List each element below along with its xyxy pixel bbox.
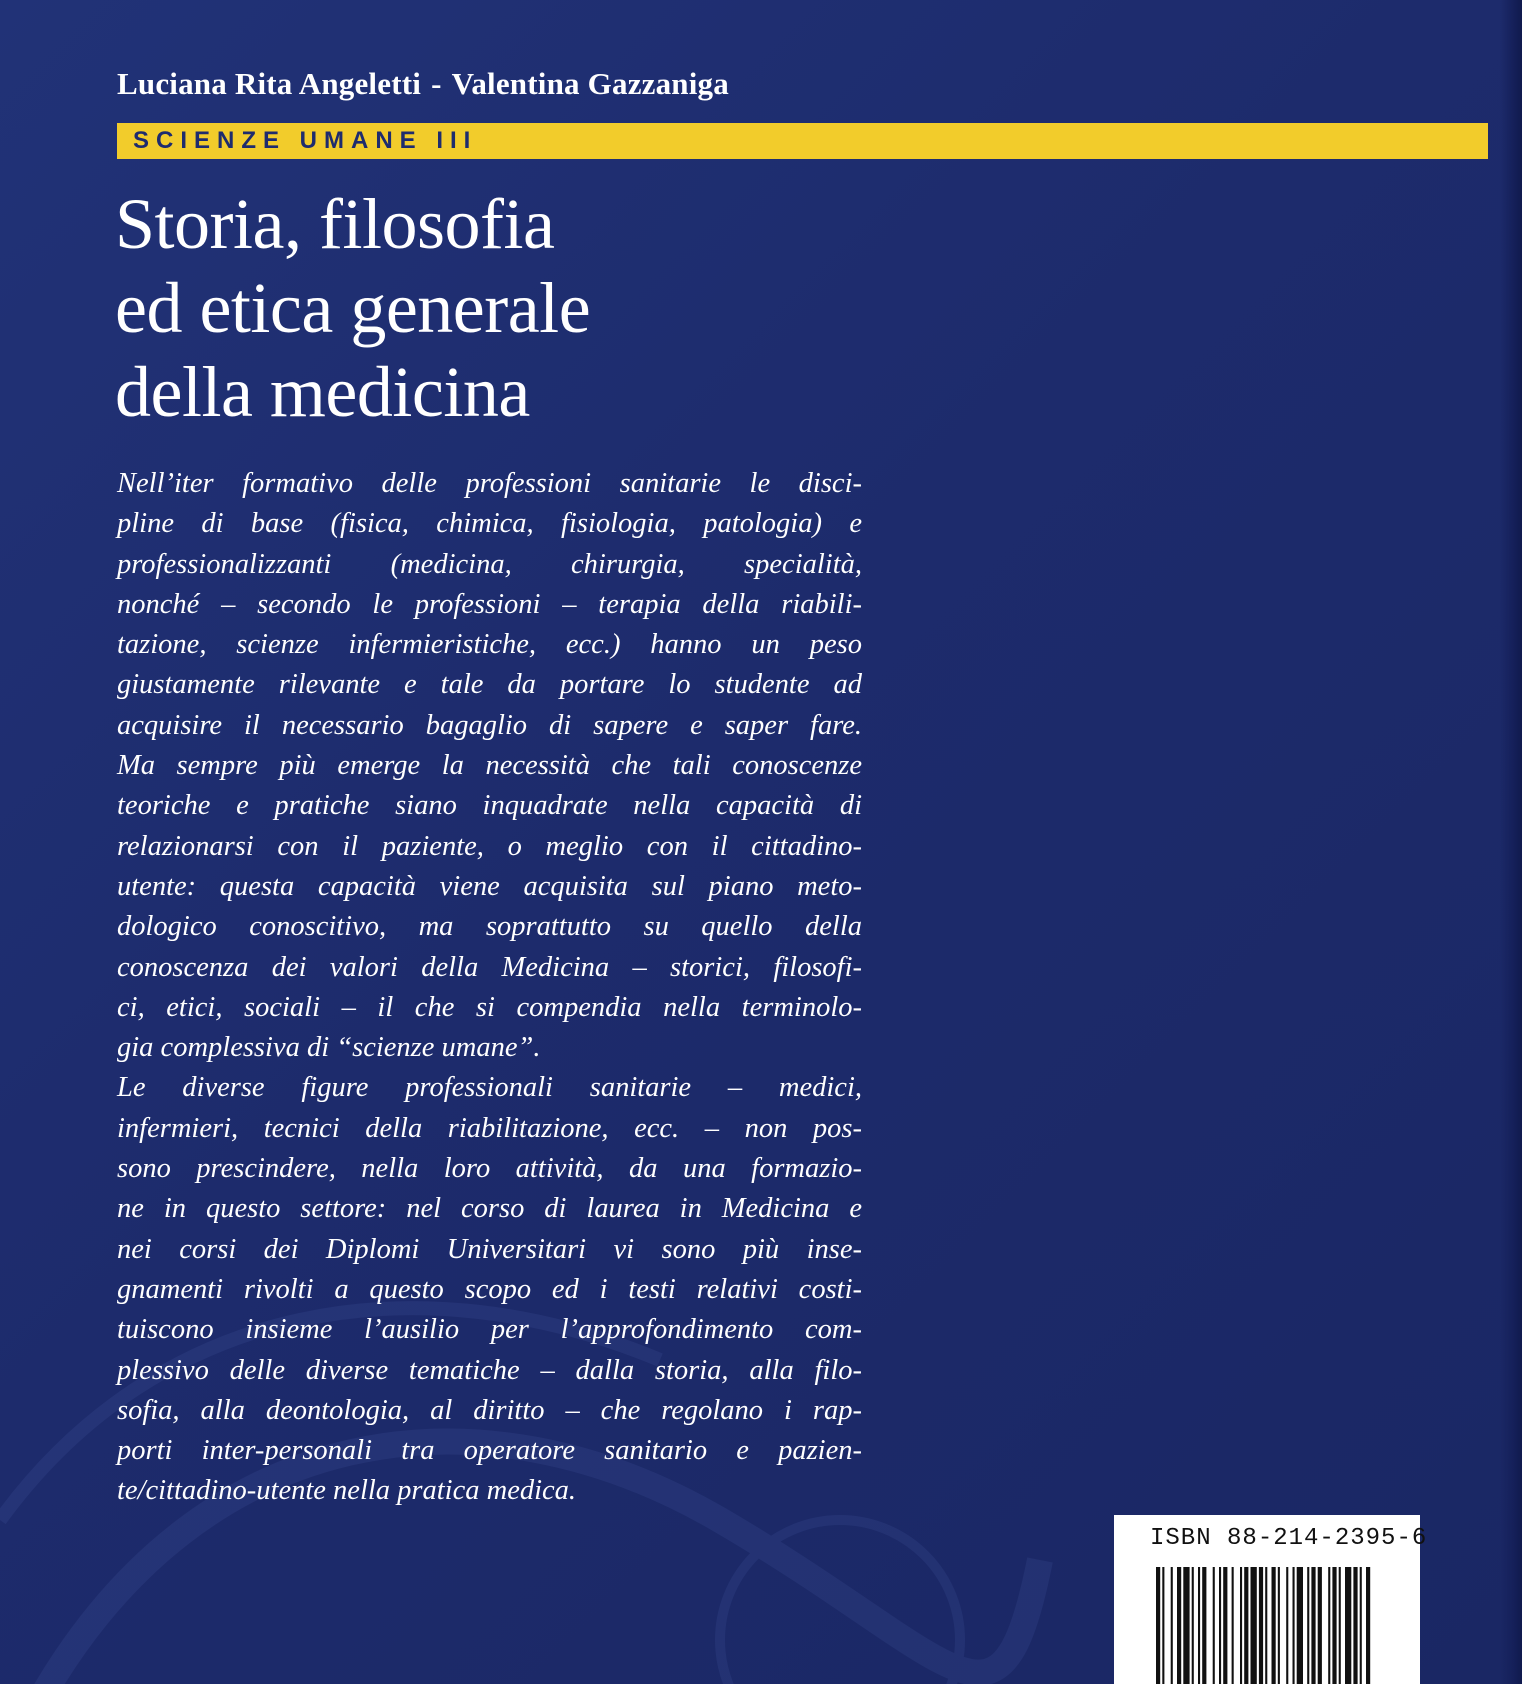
blurb-line: relazionarsi con il paziente, o meglio con il cittadino- — [117, 830, 862, 862]
blurb-line: nonché – secondo le professioni – terapia della riabili- — [117, 588, 862, 620]
title-line: della medicina — [115, 352, 530, 432]
blurb-line: Ma sempre più emerge la necessità che tali conoscenze — [117, 750, 862, 782]
blurb-line: ne in questo settore: nel corso di laurea in Medicina e — [117, 1193, 862, 1225]
blurb-line: dologico conoscitivo, ma soprattutto su quello della — [117, 911, 862, 943]
blurb-line: plessivo delle diverse tematiche – dalla storia, alla filo- — [117, 1354, 862, 1386]
authors-line — [117, 66, 729, 102]
series-bar — [117, 123, 1488, 159]
blurb-line: Nell’iter formativo delle professioni sanitarie le disci- — [117, 468, 862, 499]
blurb-line: nei corsi dei Diplomi Universitari vi sono più inse- — [117, 1233, 862, 1265]
blurb-line: sono prescindere, nella loro attività, da una formazio- — [117, 1153, 862, 1185]
title-line: ed etica generale — [115, 268, 591, 348]
blurb-line: infermieri, tecnici della riabilitazione, ecc. – non pos- — [117, 1112, 862, 1144]
blurb-line: giustamente rilevante e tale da portare lo studente ad — [117, 669, 862, 701]
blurb-line: tuiscono insieme l’ausilio per l’approfondimento com- — [117, 1314, 862, 1346]
author-first: Luciana Rita Angeletti — [117, 66, 422, 101]
blurb-line: conoscenza dei valori della Medicina – storici, filosofi- — [117, 951, 862, 983]
blurb-line: ci, etici, sociali – il che si compendia nella terminolo- — [117, 991, 862, 1023]
blurb-line: gnamenti rivolti a questo scopo ed i testi relativi costi- — [117, 1273, 862, 1305]
blurb-line: professionalizzanti (medicina, chirurgia, specialità, — [117, 548, 862, 580]
series-label: SCIENZE UMANE III — [133, 127, 478, 154]
blurb-line: pline di base (fisica, chimica, fisiologia, patologia) e — [117, 508, 862, 540]
cover-edge-shadow — [1500, 0, 1522, 1684]
blurb-line: utente: questa capacità viene acquisita sul piano meto- — [117, 870, 862, 902]
barcode-label — [1114, 1515, 1428, 1684]
book-title — [115, 182, 1015, 434]
blurb-line: acquisire il necessario bagaglio di sapere e saper fare. — [117, 709, 862, 741]
blurb-line: teoriche e pratiche siano inquadrate nella capacità di — [117, 790, 862, 822]
author-second: Valentina Gazzaniga — [451, 66, 729, 101]
blurb-line: gia complessiva di “scienze umane”. — [117, 1032, 541, 1064]
blurb-line: tazione, scienze infermieristiche, ecc.) hanno un peso — [117, 629, 862, 661]
blurb-line: te/cittadino-utente nella pratica medica. — [117, 1475, 577, 1507]
author-separator: - — [431, 66, 442, 101]
blurb-line: Le diverse figure professionali sanitarie – medici, — [117, 1072, 862, 1104]
blurb-line: porti inter-personali tra operatore sanitario e pazien- — [117, 1435, 862, 1467]
blurb-text — [117, 464, 862, 1512]
isbn-text: ISBN 88-214-2395-6 — [1150, 1525, 1428, 1552]
blurb-line: sofia, alla deontologia, al diritto – che regolano i rap- — [117, 1394, 862, 1426]
barcode-icon — [1156, 1567, 1402, 1684]
title-line: Storia, filosofia — [115, 184, 555, 264]
